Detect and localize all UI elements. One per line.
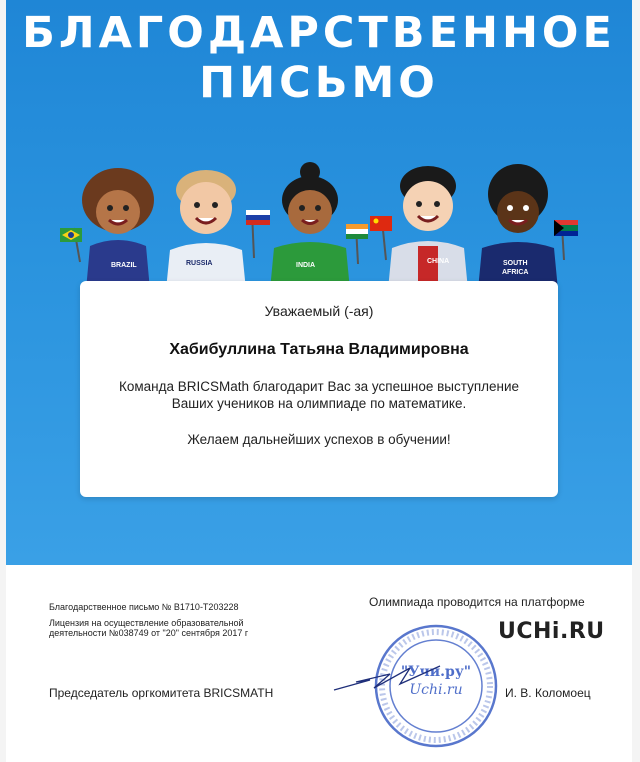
stamp-text-2: Uchi.ru — [409, 682, 463, 698]
kid-india — [270, 162, 368, 290]
salutation: Уважаемый (-ая) — [264, 303, 374, 319]
country-label-south: SOUTH — [503, 260, 528, 267]
wish-text: Желаем дальнейших успехов в обучении! — [187, 432, 451, 447]
flag-india-icon — [346, 224, 368, 229]
letter-number: Благодарственное письмо № B1710-T203228 — [49, 602, 239, 612]
uchi-logo: UCHi.RU — [498, 619, 605, 644]
kid-china — [370, 166, 468, 290]
country-label-brazil: BRAZIL — [111, 262, 137, 269]
signature — [330, 660, 450, 700]
chairman-label: Председатель оргкомитета BRICSMATH — [49, 686, 274, 700]
license-line-2: деятельности №038749 от "20" сентября 2017 г — [49, 628, 249, 638]
country-label-africa: AFRICA — [502, 269, 529, 276]
country-label-china: CHINA — [427, 258, 450, 265]
flag-russia-icon — [246, 210, 270, 215]
kid-russia — [166, 170, 270, 290]
stamp-text-1: "Учи.ру" — [400, 664, 472, 680]
message-line-1: Команда BRICSMath благодарит Вас за успешное выступление — [118, 379, 520, 394]
chairman-name: И. В. Коломоец — [505, 686, 591, 700]
thank-you-message — [80, 378, 558, 412]
title-line-2: ПИСЬМО — [199, 58, 439, 108]
kid-brazil — [60, 168, 154, 290]
platform-text: Олимпиада проводится на платформе — [369, 595, 585, 609]
message-line-2: Ваших учеников на олимпиаде по математике. — [171, 396, 467, 411]
title-line-1: БЛАГОДАРСТВЕННОЕ — [22, 8, 616, 58]
flag-china-icon — [370, 216, 392, 231]
country-label-russia: RUSSIA — [186, 260, 213, 267]
letter-card — [80, 281, 558, 497]
license-line-1: Лицензия на осуществление образовательной — [49, 618, 244, 628]
country-label-india: INDIA — [296, 262, 316, 269]
recipient-name: Хабибуллина Татьяна Владимировна — [169, 341, 469, 358]
page-edge-right — [632, 0, 640, 762]
